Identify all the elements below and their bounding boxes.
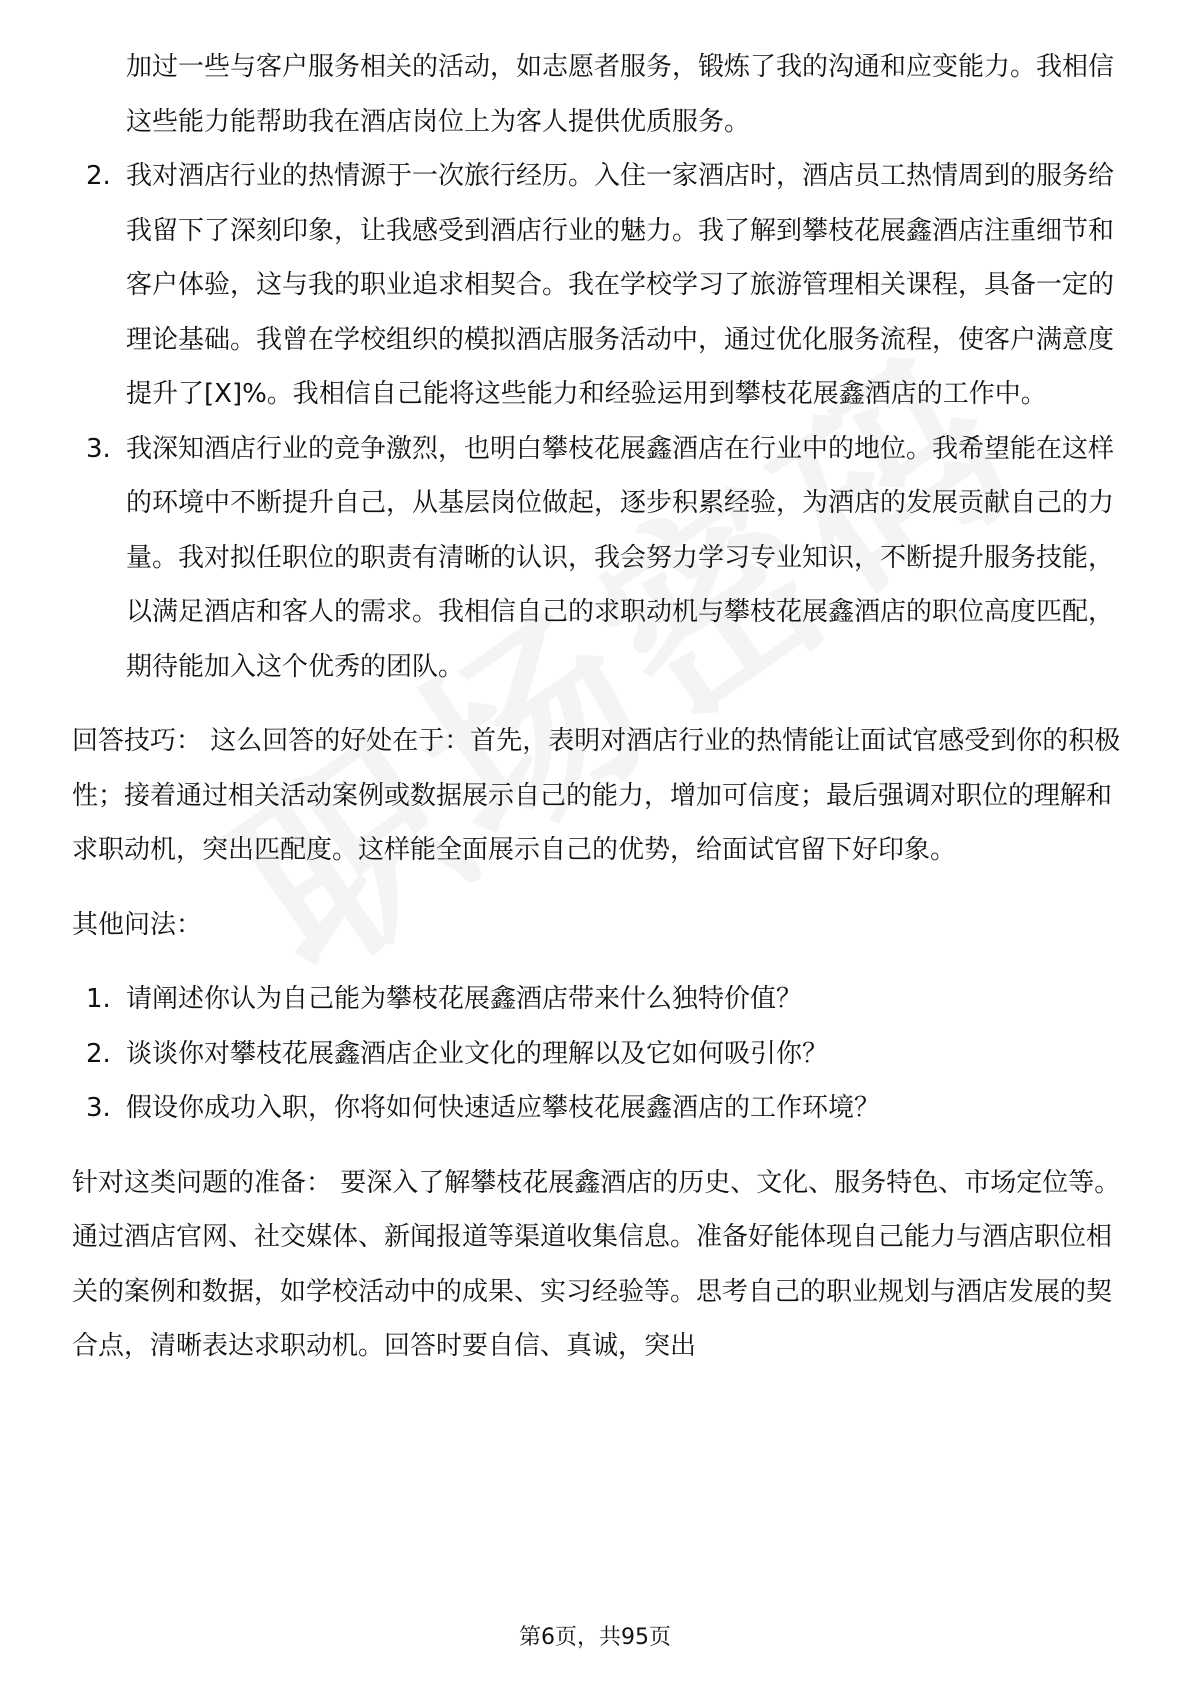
document-body — [72, 40, 1122, 1374]
other-questions-heading: 其他问法： — [72, 909, 203, 940]
intro-continuation: 加过一些与客户服务相关的活动，如志愿者服务，锻炼了我的沟通和应变能力。我相信这些能力能帮助我在酒店岗位上为客人提供优质服务。 — [126, 52, 1115, 137]
list-item — [72, 972, 1122, 1027]
list-number: 2. — [86, 1038, 111, 1069]
list-number: 3. — [86, 1093, 111, 1123]
list-item — [72, 149, 1122, 422]
list-number: 3. — [86, 433, 111, 464]
list-item — [72, 422, 1122, 695]
preparation-paragraph: 针对这类问题的准备： 要深入了解攀枝花展鑫酒店的历史、文化、服务特色、市场定位等。通过酒店官网、社交媒体、新闻报道等渠道收集信息。准备好能体现自己能力与酒店职位相关的案例和数据，如学校活动中的成果、实习经验等。思考自己的职业规划与酒店发展的契合点，清晰表达求职动机。回答时要自信、真诚，突出 — [72, 1167, 1121, 1361]
page-footer: 第6页，共95页 — [519, 1625, 671, 1650]
list-item-text: 假设你成功入职，你将如何快速适应攀枝花展鑫酒店的工作环境？ — [126, 1093, 881, 1123]
list-item — [72, 1081, 1122, 1136]
list-number: 2. — [86, 161, 111, 191]
answer-tips: 回答技巧： 这么回答的好处在于：首先，表明对酒店行业的热情能让面试官感受到你的积极性；接着通过相关活动案例或数据展示自己的能力，增加可信度；最后强调对职位的理解和求职动机，突出匹配度。这样能全面展示自己的优势，给面试官留下好印象。 — [72, 726, 1121, 865]
list-item-text: 我对酒店行业的热情源于一次旅行经历。入住一家酒店时，酒店员工热情周到的服务给我留下了深刻印象，让我感受到酒店行业的魅力。我了解到攀枝花展鑫酒店注重细节和客户体验，这与我的职业追求相契合。我在学校学习了旅游管理相关课程，具备一定的理论基础。我曾在学校组织的模拟酒店服务活动中，通过优化服务流程，使客户满意度提升了[X]%。我相信自己能将这些能力和经验运用到攀枝花展鑫酒店的工作中。 — [126, 161, 1115, 409]
list-number: 1. — [86, 984, 111, 1014]
other-questions-list — [72, 972, 1122, 1136]
list-item-text: 请阐述你认为自己能为攀枝花展鑫酒店带来什么独特价值？ — [126, 984, 803, 1014]
list-item — [72, 1027, 1122, 1082]
list-item-text: 谈谈你对攀枝花展鑫酒店企业文化的理解以及它如何吸引你？ — [126, 1038, 829, 1069]
answer-list — [72, 149, 1122, 694]
list-item-text: 我深知酒店行业的竞争激烈，也明白攀枝花展鑫酒店在行业中的地位。我希望能在这样的环境中不断提升自己，从基层岗位做起，逐步积累经验，为酒店的发展贡献自己的力量。我对拟任职位的职责有清晰的认识，我会努力学习专业知识，不断提升服务技能，以满足酒店和客人的需求。我相信自己的求职动机与攀枝花展鑫酒店的职位高度匹配，期待能加入这个优秀的团队。 — [126, 433, 1115, 682]
